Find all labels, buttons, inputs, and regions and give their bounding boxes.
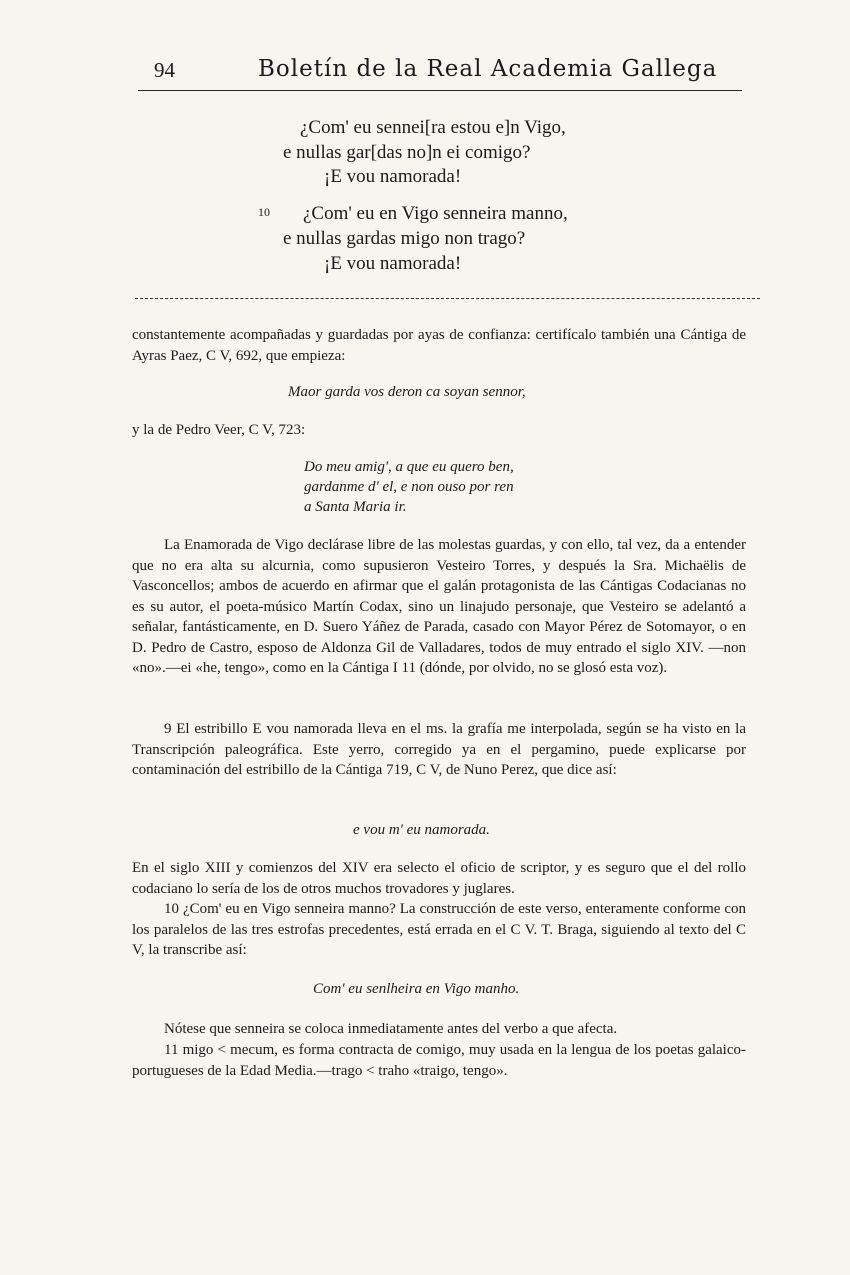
quote-nuno-perez: e vou m' eu namorada. xyxy=(353,822,490,838)
poem-line-1: ¿Com' eu sennei[ra estou e]n Vigo, xyxy=(300,117,566,138)
poem-line-4: ¿Com' eu en Vigo senneira manno, xyxy=(303,203,568,224)
verse-line-number: 10 xyxy=(258,205,270,219)
paragraph-3: La Enamorada de Vigo declárase libre de las molestas guardas, y con ello, tal vez, da a entender que no era alta su alcurnia, como supusieron Vesteiro Torres, y después la Sra. Michaëlis de Vasconcellos; ambos de acuerdo en afirmar que el galán protagonista de las Cántigas Codacianas no es su autor, el poeta-músico Martín Codax, sino un linajudo personaje, que Vesteiro se adelantó a señalar, fantásticamente, en D. Suero Yáñez de Parada, casado con Mayor Pérez de Sotomayor, o en D. Pedro de Castro, esposo de Aldonza Gil de Valladares, todos de muy entrado el siglo XIV. —non «no».—ei «he, tengo», como en la Cántiga I 11 (dónde, por olvido, no se glosó esta voz). xyxy=(132,537,746,676)
poem-line-3: ¡E vou namorada! xyxy=(324,166,462,187)
quote-pedro-veer-3: a Santa Maria ir. xyxy=(304,499,407,515)
quote-pedro-veer-1: Do meu amig', a que eu quero ben, xyxy=(304,459,514,475)
running-title: Boletín de la Real Academia Gallega xyxy=(258,56,718,82)
paragraph-8: 11 migo < mecum, es forma contracta de comigo, muy usada en la lengua de los poetas galaico-portugueses de la Edad Media.—trago < traho «traigo, tengo». xyxy=(132,1042,746,1079)
quote-ayras-paez: Maor garda vos deron ca soyan sennor, xyxy=(288,384,526,400)
poem-line-2: e nullas gar[das no]n ei comigo? xyxy=(283,142,531,163)
poem-line-5: e nullas gardas migo non trago? xyxy=(283,228,526,249)
quote-braga: Com' eu senlheira en Vigo manho. xyxy=(313,981,520,997)
quote-pedro-veer-2: gardanme d' el, e non ouso por ren xyxy=(304,479,514,495)
paragraph-1: constantemente acompañadas y guardadas por ayas de confianza: certifícalo también una Cántiga de Ayras Paez, C V, 692, que empieza: xyxy=(132,327,746,364)
paragraph-4: 9 El estribillo E vou namorada lleva en el ms. la grafía me interpolada, según se ha visto en la Transcripción paleográfica. Este yerro, corregido ya en el pergamino, puede explicarse por contaminación del estribillo de la Cántiga 719, C V, de Nuno Perez, que dice así: xyxy=(132,721,746,778)
paragraph-7: Nótese que senneira se coloca inmediatamente antes del verbo a que afecta. xyxy=(164,1021,618,1037)
paragraph-6: 10 ¿Com' eu en Vigo senneira manno? La construcción de este verso, enteramente conforme con los paralelos de las tres estrofas precedentes, está errada en el C V. T. Braga, siguiendo al texto del C V, la transcribe así: xyxy=(132,901,746,958)
paragraph-5: En el siglo XIII y comienzos del XIV era selecto el oficio de scriptor, y es seguro que el del rollo codaciano lo sería de los de otros muchos trovadores y juglares. xyxy=(132,860,746,897)
page-header xyxy=(138,56,742,91)
page-number: 94 xyxy=(154,58,175,82)
poem-line-6: ¡E vou namorada! xyxy=(324,253,462,274)
footnote-separator xyxy=(135,298,760,299)
paragraph-2: y la de Pedro Veer, C V, 723: xyxy=(132,422,306,438)
